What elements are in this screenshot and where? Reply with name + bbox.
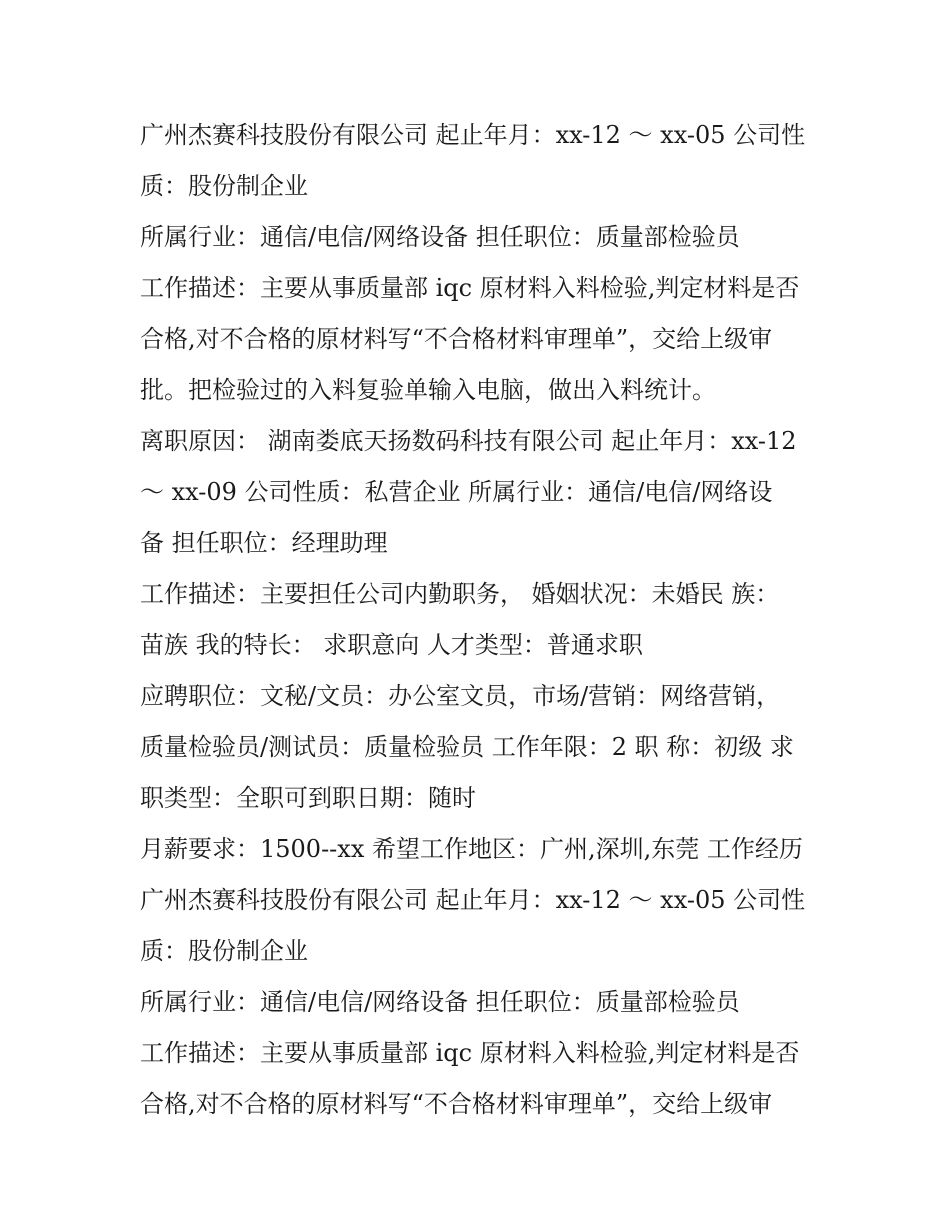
text-line-3: 所属行业：通信/电信/网络设备 担任职位：质量部检验员 [140, 223, 740, 251]
text-line-20: 合格,对不合格的原材料写“不合格材料审理单”，交给上级审 [140, 1090, 773, 1118]
text-line-16: 广州杰赛科技股份有限公司 起止年月：xx-12 ～ xx-05 公司性 [140, 886, 806, 914]
text-line-11: 苗族 我的特长： 求职意向 人才类型：普通求职 [140, 631, 643, 659]
text-line-7: 离职原因： 湖南娄底天扬数码科技有限公司 起止年月：xx-12 [140, 427, 797, 455]
text-line-18: 所属行业：通信/电信/网络设备 担任职位：质量部检验员 [140, 988, 740, 1016]
text-line-5: 合格,对不合格的原材料写“不合格材料审理单”，交给上级审 [140, 325, 773, 353]
text-line-19: 工作描述：主要从事质量部 iqc 原材料入料检验,判定材料是否 [140, 1039, 800, 1067]
text-line-8: ～ xx-09 公司性质：私营企业 所属行业：通信/电信/网络设 [140, 478, 773, 506]
text-line-2: 质：股份制企业 [140, 172, 308, 200]
text-line-6: 批。把检验过的入料复验单输入电脑，做出入料统计。 [140, 376, 716, 404]
text-line-14: 职类型：全职可到职日期：随时 [140, 784, 476, 812]
document-body [140, 110, 820, 1130]
text-line-10: 工作描述：主要担任公司内勤职务， 婚姻状况：未婚民 族： [140, 580, 780, 608]
text-line-13: 质量检验员/测试员：质量检验员 工作年限：2 职 称：初级 求 [140, 733, 794, 761]
text-line-1: 广州杰赛科技股份有限公司 起止年月：xx-12 ～ xx-05 公司性 [140, 121, 806, 149]
text-line-9: 备 担任职位：经理助理 [140, 529, 388, 557]
text-line-12: 应聘职位：文秘/文员：办公室文员，市场/营销：网络营销， [140, 682, 781, 710]
text-line-15: 月薪要求：1500--xx 希望工作地区：广州,深圳,东莞 工作经历 [140, 835, 803, 863]
text-line-4: 工作描述：主要从事质量部 iqc 原材料入料检验,判定材料是否 [140, 274, 800, 302]
text-line-17: 质：股份制企业 [140, 937, 308, 965]
